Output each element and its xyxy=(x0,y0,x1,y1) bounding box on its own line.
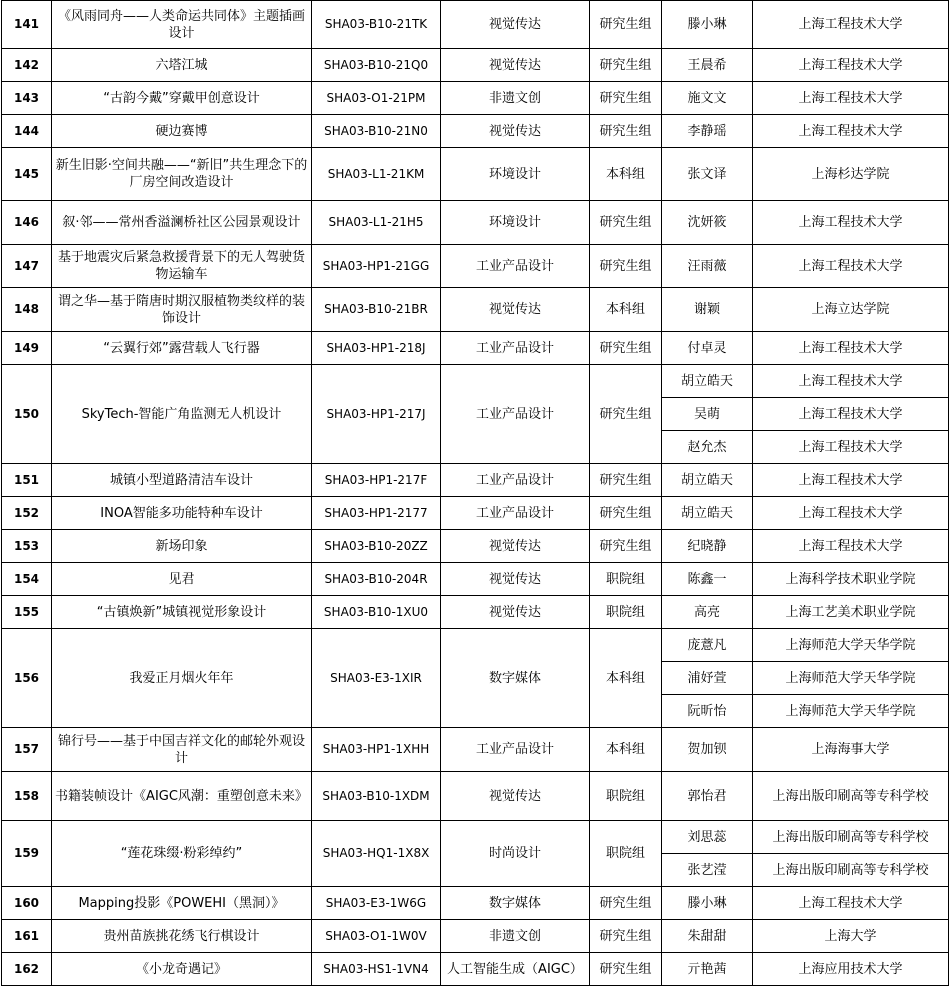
school-cell: 上海工艺美术职业学院 xyxy=(753,596,949,629)
work-code-cell: SHA03-L1-21KM xyxy=(312,148,441,201)
row-number-cell: 157 xyxy=(2,728,52,772)
table-row xyxy=(2,201,949,245)
work-code-cell: SHA03-HP1-1XHH xyxy=(312,728,441,772)
member-name-cell: 滕小琳 xyxy=(662,1,753,49)
work-title-cell: “古镇焕新”城镇视觉形象设计 xyxy=(52,596,312,629)
work-code-cell: SHA03-HS1-1VN4 xyxy=(312,953,441,986)
table-row xyxy=(2,148,949,201)
group-cell: 本科组 xyxy=(590,728,662,772)
group-cell: 研究生组 xyxy=(590,1,662,49)
category-cell: 视觉传达 xyxy=(441,115,590,148)
work-code-cell: SHA03-B10-21N0 xyxy=(312,115,441,148)
category-cell: 环境设计 xyxy=(441,201,590,245)
school-cell: 上海工程技术大学 xyxy=(753,431,949,464)
table-row xyxy=(2,953,949,986)
category-cell: 视觉传达 xyxy=(441,49,590,82)
group-cell: 研究生组 xyxy=(590,953,662,986)
work-title-cell: 书籍装帧设计《AIGC风潮：重塑创意未来》 xyxy=(52,772,312,821)
member-name-cell: 汪雨薇 xyxy=(662,245,753,288)
category-cell: 视觉传达 xyxy=(441,530,590,563)
work-title-cell: 《风雨同舟——人类命运共同体》主题插画设计 xyxy=(52,1,312,49)
school-cell: 上海师范大学天华学院 xyxy=(753,695,949,728)
table-row xyxy=(2,245,949,288)
work-code-cell: SHA03-B10-1XU0 xyxy=(312,596,441,629)
member-name-cell: 付卓灵 xyxy=(662,332,753,365)
row-number-cell: 154 xyxy=(2,563,52,596)
school-cell: 上海工程技术大学 xyxy=(753,530,949,563)
school-cell: 上海工程技术大学 xyxy=(753,398,949,431)
work-code-cell: SHA03-HP1-218J xyxy=(312,332,441,365)
school-cell: 上海工程技术大学 xyxy=(753,49,949,82)
work-code-cell: SHA03-E3-1XIR xyxy=(312,629,441,728)
category-cell: 数字媒体 xyxy=(441,629,590,728)
school-cell: 上海立达学院 xyxy=(753,288,949,332)
row-number-cell: 153 xyxy=(2,530,52,563)
member-name-cell: 沈妍筱 xyxy=(662,201,753,245)
member-name-cell: 胡立皓天 xyxy=(662,365,753,398)
row-number-cell: 143 xyxy=(2,82,52,115)
row-number-cell: 162 xyxy=(2,953,52,986)
member-name-cell: 刘思蕊 xyxy=(662,821,753,854)
work-title-cell: Mapping投影《POWEHI（黑洞）》 xyxy=(52,887,312,920)
member-name-cell: 庞薏凡 xyxy=(662,629,753,662)
row-number-cell: 146 xyxy=(2,201,52,245)
row-number-cell: 159 xyxy=(2,821,52,887)
table-row xyxy=(2,497,949,530)
school-cell: 上海工程技术大学 xyxy=(753,365,949,398)
category-cell: 时尚设计 xyxy=(441,821,590,887)
group-cell: 研究生组 xyxy=(590,365,662,464)
school-cell: 上海大学 xyxy=(753,920,949,953)
table-row xyxy=(2,821,949,854)
work-code-cell: SHA03-HP1-217F xyxy=(312,464,441,497)
category-cell: 工业产品设计 xyxy=(441,497,590,530)
school-cell: 上海师范大学天华学院 xyxy=(753,662,949,695)
group-cell: 研究生组 xyxy=(590,464,662,497)
member-name-cell: 郭怡君 xyxy=(662,772,753,821)
category-cell: 视觉传达 xyxy=(441,563,590,596)
school-cell: 上海工程技术大学 xyxy=(753,887,949,920)
category-cell: 工业产品设计 xyxy=(441,245,590,288)
table-row xyxy=(2,887,949,920)
work-code-cell: SHA03-HP1-2177 xyxy=(312,497,441,530)
table-row xyxy=(2,365,949,398)
member-name-cell: 吴萌 xyxy=(662,398,753,431)
category-cell: 数字媒体 xyxy=(441,887,590,920)
member-name-cell: 李静瑶 xyxy=(662,115,753,148)
member-name-cell: 纪晓静 xyxy=(662,530,753,563)
group-cell: 研究生组 xyxy=(590,245,662,288)
category-cell: 工业产品设计 xyxy=(441,365,590,464)
group-cell: 研究生组 xyxy=(590,530,662,563)
work-title-cell: 六塔江城 xyxy=(52,49,312,82)
work-code-cell: SHA03-B10-21Q0 xyxy=(312,49,441,82)
work-code-cell: SHA03-O1-1W0V xyxy=(312,920,441,953)
work-code-cell: SHA03-L1-21H5 xyxy=(312,201,441,245)
category-cell: 工业产品设计 xyxy=(441,728,590,772)
table-row xyxy=(2,772,949,821)
work-title-cell: 叙·邻——常州香溢澜桥社区公园景观设计 xyxy=(52,201,312,245)
category-cell: 非遗文创 xyxy=(441,82,590,115)
work-title-cell: 见君 xyxy=(52,563,312,596)
work-code-cell: SHA03-B10-20ZZ xyxy=(312,530,441,563)
school-cell: 上海应用技术大学 xyxy=(753,953,949,986)
school-cell: 上海工程技术大学 xyxy=(753,1,949,49)
school-cell: 上海出版印刷高等专科学校 xyxy=(753,821,949,854)
work-code-cell: SHA03-E3-1W6G xyxy=(312,887,441,920)
work-code-cell: SHA03-HP1-217J xyxy=(312,365,441,464)
member-name-cell: 高亮 xyxy=(662,596,753,629)
row-number-cell: 149 xyxy=(2,332,52,365)
school-cell: 上海杉达学院 xyxy=(753,148,949,201)
work-title-cell: 新生旧影·空间共融——“新旧”共生理念下的厂房空间改造设计 xyxy=(52,148,312,201)
member-name-cell: 张文译 xyxy=(662,148,753,201)
table-row xyxy=(2,530,949,563)
table-row xyxy=(2,629,949,662)
row-number-cell: 152 xyxy=(2,497,52,530)
school-cell: 上海科学技术职业学院 xyxy=(753,563,949,596)
table-row xyxy=(2,563,949,596)
row-number-cell: 158 xyxy=(2,772,52,821)
row-number-cell: 151 xyxy=(2,464,52,497)
award-list-table xyxy=(1,0,949,986)
group-cell: 职院组 xyxy=(590,821,662,887)
group-cell: 研究生组 xyxy=(590,49,662,82)
group-cell: 职院组 xyxy=(590,772,662,821)
row-number-cell: 156 xyxy=(2,629,52,728)
school-cell: 上海工程技术大学 xyxy=(753,82,949,115)
group-cell: 研究生组 xyxy=(590,920,662,953)
work-code-cell: SHA03-HP1-21GG xyxy=(312,245,441,288)
row-number-cell: 141 xyxy=(2,1,52,49)
table-row xyxy=(2,464,949,497)
table-row xyxy=(2,49,949,82)
group-cell: 研究生组 xyxy=(590,82,662,115)
group-cell: 本科组 xyxy=(590,288,662,332)
school-cell: 上海海事大学 xyxy=(753,728,949,772)
school-cell: 上海工程技术大学 xyxy=(753,497,949,530)
group-cell: 研究生组 xyxy=(590,497,662,530)
table-row xyxy=(2,596,949,629)
work-title-cell: 新场印象 xyxy=(52,530,312,563)
member-name-cell: 胡立皓天 xyxy=(662,464,753,497)
row-number-cell: 148 xyxy=(2,288,52,332)
work-title-cell: 贵州苗族挑花绣飞行棋设计 xyxy=(52,920,312,953)
member-name-cell: 陈鑫一 xyxy=(662,563,753,596)
group-cell: 本科组 xyxy=(590,148,662,201)
group-cell: 职院组 xyxy=(590,596,662,629)
category-cell: 工业产品设计 xyxy=(441,332,590,365)
member-name-cell: 施文文 xyxy=(662,82,753,115)
work-title-cell: “云翼行郊”露营载人飞行器 xyxy=(52,332,312,365)
row-number-cell: 147 xyxy=(2,245,52,288)
member-name-cell: 亓艳茜 xyxy=(662,953,753,986)
work-code-cell: SHA03-B10-21TK xyxy=(312,1,441,49)
work-title-cell: “古韵今戴”穿戴甲创意设计 xyxy=(52,82,312,115)
group-cell: 本科组 xyxy=(590,629,662,728)
member-name-cell: 朱甜甜 xyxy=(662,920,753,953)
school-cell: 上海工程技术大学 xyxy=(753,245,949,288)
table-row xyxy=(2,1,949,49)
work-title-cell: “莲花珠缀·粉彩绰约” xyxy=(52,821,312,887)
school-cell: 上海工程技术大学 xyxy=(753,332,949,365)
table-row xyxy=(2,920,949,953)
category-cell: 工业产品设计 xyxy=(441,464,590,497)
category-cell: 环境设计 xyxy=(441,148,590,201)
table-row xyxy=(2,82,949,115)
work-title-cell: 城镇小型道路清洁车设计 xyxy=(52,464,312,497)
category-cell: 视觉传达 xyxy=(441,288,590,332)
work-title-cell: 锦行号——基于中国吉祥文化的邮轮外观设计 xyxy=(52,728,312,772)
work-code-cell: SHA03-B10-21BR xyxy=(312,288,441,332)
group-cell: 研究生组 xyxy=(590,887,662,920)
group-cell: 研究生组 xyxy=(590,332,662,365)
school-cell: 上海师范大学天华学院 xyxy=(753,629,949,662)
school-cell: 上海出版印刷高等专科学校 xyxy=(753,854,949,887)
member-name-cell: 胡立皓天 xyxy=(662,497,753,530)
member-name-cell: 浦妤萱 xyxy=(662,662,753,695)
member-name-cell: 赵允杰 xyxy=(662,431,753,464)
member-name-cell: 张艺滢 xyxy=(662,854,753,887)
table-row xyxy=(2,728,949,772)
row-number-cell: 160 xyxy=(2,887,52,920)
member-name-cell: 贺加钡 xyxy=(662,728,753,772)
member-name-cell: 王晨希 xyxy=(662,49,753,82)
work-title-cell: 基于地震灾后紧急救援背景下的无人驾驶货物运输车 xyxy=(52,245,312,288)
row-number-cell: 145 xyxy=(2,148,52,201)
row-number-cell: 142 xyxy=(2,49,52,82)
table-row xyxy=(2,115,949,148)
work-code-cell: SHA03-O1-21PM xyxy=(312,82,441,115)
school-cell: 上海工程技术大学 xyxy=(753,464,949,497)
table-body xyxy=(2,1,949,986)
group-cell: 研究生组 xyxy=(590,201,662,245)
row-number-cell: 161 xyxy=(2,920,52,953)
row-number-cell: 155 xyxy=(2,596,52,629)
category-cell: 非遗文创 xyxy=(441,920,590,953)
member-name-cell: 滕小琳 xyxy=(662,887,753,920)
work-title-cell: INOA智能多功能特种车设计 xyxy=(52,497,312,530)
work-title-cell: 谓之华—基于隋唐时期汉服植物类纹样的装饰设计 xyxy=(52,288,312,332)
work-code-cell: SHA03-HQ1-1X8X xyxy=(312,821,441,887)
school-cell: 上海工程技术大学 xyxy=(753,115,949,148)
work-title-cell: 硬边赛博 xyxy=(52,115,312,148)
table-row xyxy=(2,332,949,365)
group-cell: 研究生组 xyxy=(590,115,662,148)
table-row xyxy=(2,288,949,332)
category-cell: 视觉传达 xyxy=(441,596,590,629)
row-number-cell: 144 xyxy=(2,115,52,148)
work-code-cell: SHA03-B10-204R xyxy=(312,563,441,596)
category-cell: 视觉传达 xyxy=(441,1,590,49)
member-name-cell: 谢颖 xyxy=(662,288,753,332)
group-cell: 职院组 xyxy=(590,563,662,596)
row-number-cell: 150 xyxy=(2,365,52,464)
category-cell: 视觉传达 xyxy=(441,772,590,821)
school-cell: 上海工程技术大学 xyxy=(753,201,949,245)
work-title-cell: SkyTech-智能广角监测无人机设计 xyxy=(52,365,312,464)
work-title-cell: 《小龙奇遇记》 xyxy=(52,953,312,986)
work-title-cell: 我爱正月烟火年年 xyxy=(52,629,312,728)
work-code-cell: SHA03-B10-1XDM xyxy=(312,772,441,821)
member-name-cell: 阮昕怡 xyxy=(662,695,753,728)
category-cell: 人工智能生成（AIGC） xyxy=(441,953,590,986)
school-cell: 上海出版印刷高等专科学校 xyxy=(753,772,949,821)
